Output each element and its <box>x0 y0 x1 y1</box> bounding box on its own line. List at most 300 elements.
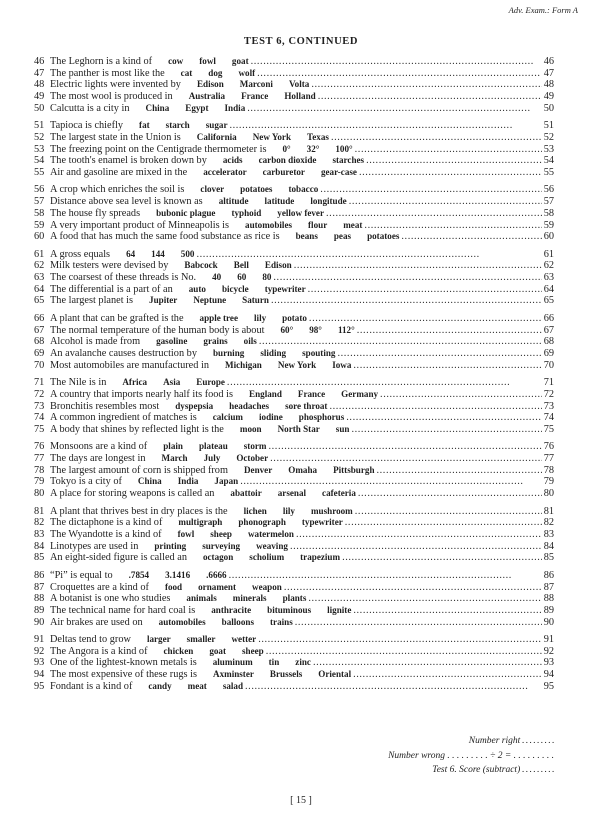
question-item <box>34 541 554 553</box>
question-number: 51 <box>34 120 45 132</box>
answer-option: China <box>137 476 162 487</box>
answer-options <box>138 541 288 553</box>
question-number: 81 <box>34 505 45 517</box>
leader-dots <box>270 453 542 465</box>
answer-option: 60° <box>280 324 294 335</box>
answer-line-number: 72 <box>543 388 554 400</box>
question-item <box>34 120 554 132</box>
answer-options <box>123 120 227 132</box>
answer-line-number: 62 <box>543 260 554 272</box>
answer-options <box>181 79 309 91</box>
answer-line-number: 50 <box>543 102 554 114</box>
answer-option: bituminous <box>267 604 312 615</box>
leader-dots <box>331 132 542 144</box>
question-number: 91 <box>34 634 45 646</box>
answer-option: peas <box>333 231 352 242</box>
question-number: 86 <box>34 569 45 581</box>
question-number: 80 <box>34 488 45 500</box>
question-stem: A place for storing weapons is called an <box>50 488 215 500</box>
answer-option: France <box>297 388 326 399</box>
answer-option: weaving <box>256 540 288 551</box>
question-item <box>34 582 554 594</box>
leader-dots <box>273 272 541 284</box>
question-item <box>34 476 554 488</box>
answer-line-number: 65 <box>543 295 554 307</box>
answer-options <box>140 208 324 220</box>
question-number: 63 <box>34 272 45 284</box>
answer-option: .6666 <box>206 569 227 580</box>
answer-option: Marconi <box>239 79 273 90</box>
answer-option: accelerator <box>203 166 247 177</box>
answer-option: Denver <box>243 464 273 475</box>
answer-line-number: 48 <box>543 79 554 91</box>
leader-dots <box>308 284 542 296</box>
answer-option: lily <box>282 505 295 516</box>
question-item <box>34 646 554 658</box>
question-number: 65 <box>34 295 45 307</box>
answer-option: Jupiter <box>149 295 178 306</box>
leader-dots <box>364 220 541 232</box>
question-stem: A country that imports nearly half its food is <box>50 388 234 400</box>
question-group <box>34 506 554 564</box>
question-stem: One of the lightest-known metals is <box>50 657 197 669</box>
question-stem: A common ingredient of matches is <box>50 412 197 424</box>
question-item <box>34 284 554 296</box>
answer-line-number: 58 <box>543 207 554 219</box>
answer-options <box>173 91 316 103</box>
leader-dots <box>366 155 542 167</box>
answer-option: wolf <box>238 67 256 78</box>
question-number: 60 <box>34 231 45 243</box>
question-number: 72 <box>34 388 45 400</box>
leader-dots <box>380 389 542 401</box>
answer-options <box>165 68 255 80</box>
answer-line-number: 76 <box>543 441 554 453</box>
answer-option: October <box>236 453 269 464</box>
answer-option: Volta <box>288 79 310 90</box>
answer-option: latitude <box>264 196 295 207</box>
answer-line-number: 85 <box>543 552 554 564</box>
question-item <box>34 56 554 68</box>
question-stem: The technical name for hard coal is <box>50 604 196 616</box>
answer-option: Europe <box>196 377 225 388</box>
question-number: 71 <box>34 377 45 389</box>
answer-option: Babcock <box>184 260 218 271</box>
answer-option: 60 <box>237 272 247 283</box>
answer-line-number: 92 <box>543 645 554 657</box>
answer-line-number: 52 <box>543 131 554 143</box>
question-item <box>34 424 554 436</box>
question-stem: The largest state in the Union is <box>50 131 181 143</box>
question-stem: Air brakes are used on <box>50 616 143 628</box>
question-number: 64 <box>34 283 45 295</box>
answer-option: China <box>145 102 170 113</box>
question-item <box>34 348 554 360</box>
answer-option: fat <box>139 120 150 131</box>
answer-option: starch <box>165 120 190 131</box>
answer-line-number: 83 <box>543 529 554 541</box>
answer-option: England <box>249 388 282 399</box>
question-number: 59 <box>34 219 45 231</box>
question-group <box>34 249 554 307</box>
answer-option: moon <box>239 423 262 434</box>
answer-option: clover <box>200 184 225 195</box>
leader-dots <box>313 657 542 669</box>
answer-option: Germany <box>341 388 379 399</box>
answer-option: .7854 <box>128 569 150 580</box>
question-number: 57 <box>34 196 45 208</box>
answer-option: 32° <box>306 143 320 154</box>
answer-line-number: 57 <box>543 196 554 208</box>
answer-option: arsenal <box>277 488 307 499</box>
answer-line-number: 66 <box>543 312 554 324</box>
answer-option: storm <box>243 441 267 452</box>
question-stem: The most wool is produced in <box>50 91 173 103</box>
answer-option: longitude <box>310 196 347 207</box>
answer-option: minerals <box>232 593 267 604</box>
question-item <box>34 389 554 401</box>
question-item <box>34 453 554 465</box>
question-item <box>34 184 554 196</box>
question-stem: “Pi” is equal to <box>50 569 113 581</box>
leader-dots <box>320 184 541 196</box>
answer-option: trains <box>270 616 293 627</box>
answer-line-number: 81 <box>543 505 554 517</box>
leader-dots <box>353 360 541 372</box>
answer-option: sugar <box>205 120 228 131</box>
answer-line-number: 91 <box>543 634 554 646</box>
question-group <box>34 184 554 242</box>
answer-options <box>133 295 269 307</box>
answer-option: spouting <box>302 348 336 358</box>
answer-option: acids <box>222 155 243 166</box>
question-stem: A gross equals <box>50 248 111 260</box>
question-item <box>34 617 554 629</box>
leader-dots <box>227 377 542 389</box>
question-stem: The tooth's enamel is broken down by <box>50 155 207 167</box>
question-item <box>34 325 554 337</box>
question-number: 79 <box>34 476 45 488</box>
answer-option: zinc <box>295 657 311 668</box>
answer-option: sheep <box>242 645 264 656</box>
question-number: 69 <box>34 348 45 359</box>
answer-option: animals <box>186 593 217 604</box>
leader-dots <box>240 476 542 488</box>
question-number: 61 <box>34 248 45 260</box>
question-stem: A very important product of Minneapolis is <box>50 219 230 231</box>
leader-dots <box>346 412 541 424</box>
answer-options <box>147 441 266 453</box>
answer-options <box>187 167 357 179</box>
answer-options <box>266 144 352 156</box>
question-stem: Deltas tend to grow <box>50 634 131 646</box>
answer-line-number: 90 <box>543 616 554 628</box>
question-number: 95 <box>34 680 45 692</box>
answer-option: calcium <box>212 412 244 423</box>
answer-option: cat <box>180 67 193 78</box>
answer-line-number: 74 <box>543 412 554 424</box>
question-stem: Alcohol is made from <box>50 336 141 348</box>
question-item <box>34 441 554 453</box>
answer-option: 100° <box>335 143 353 154</box>
question-item <box>34 570 554 582</box>
answer-line-number: 82 <box>543 517 554 529</box>
answer-option: phosphorus <box>298 412 345 423</box>
question-number: 74 <box>34 412 45 424</box>
question-item <box>34 657 554 669</box>
answer-options <box>146 453 269 465</box>
leader-dots <box>401 231 541 243</box>
answer-option: cafeteria <box>322 488 356 499</box>
question-stem: An eight-sided figure is called an <box>50 552 187 564</box>
answer-option: burning <box>212 348 245 358</box>
question-number: 55 <box>34 166 45 178</box>
answer-option: candy <box>148 680 172 691</box>
answer-options <box>224 424 350 436</box>
answer-option: 500 <box>180 248 195 259</box>
leader-dots <box>353 605 541 617</box>
question-stem: Monsoons are a kind of <box>50 441 148 453</box>
question-stem: The Leghorn is a kind of <box>50 56 153 67</box>
answer-option: headaches <box>229 400 270 411</box>
question-stem: The coarsest of these threads is No. <box>50 272 197 284</box>
question-item <box>34 103 554 115</box>
answer-line-number: 79 <box>543 476 554 488</box>
question-item <box>34 681 554 693</box>
question-number: 53 <box>34 143 45 155</box>
question-stem: The Wyandotte is a kind of <box>50 529 162 541</box>
answer-option: Michigan <box>224 359 262 370</box>
answer-line-number: 55 <box>543 166 554 178</box>
answer-option: oils <box>243 336 257 347</box>
question-item <box>34 144 554 156</box>
question-item <box>34 272 554 284</box>
leader-dots <box>196 249 541 261</box>
answer-option: octagon <box>202 552 234 563</box>
question-item <box>34 313 554 325</box>
answer-option: trapezium <box>300 552 341 563</box>
answer-option: Texas <box>307 131 329 142</box>
question-item <box>34 68 554 80</box>
question-number: 54 <box>34 155 45 167</box>
answer-option: sheep <box>210 529 232 540</box>
answer-options <box>131 634 256 646</box>
question-number: 75 <box>34 423 45 435</box>
answer-options <box>122 476 238 488</box>
question-item <box>34 634 554 646</box>
question-number: 82 <box>34 517 45 529</box>
answer-option: Asia <box>163 377 181 388</box>
answer-option: 80 <box>262 272 272 283</box>
answer-line-number: 71 <box>543 377 554 389</box>
question-number: 62 <box>34 260 45 272</box>
answer-option: automobiles <box>245 219 293 230</box>
question-stem: Most automobiles are manufactured in <box>50 359 209 371</box>
question-item <box>34 517 554 529</box>
leader-dots <box>290 541 542 553</box>
leader-dots <box>271 295 542 307</box>
question-item <box>34 552 554 564</box>
question-item <box>34 167 554 179</box>
leader-dots <box>229 570 542 582</box>
answer-options <box>159 401 327 413</box>
question-group <box>34 56 554 114</box>
answer-option: 112° <box>337 324 355 335</box>
answer-option: lichen <box>243 505 267 516</box>
answer-option: India <box>224 102 246 113</box>
answer-line-number: 86 <box>543 569 554 581</box>
question-stem: Linotypes are used in <box>50 540 139 552</box>
question-item <box>34 360 554 372</box>
answer-line-number: 47 <box>543 67 554 79</box>
answer-option: typewriter <box>301 517 343 528</box>
answer-option: smaller <box>186 634 216 645</box>
answer-option: Bell <box>233 260 249 271</box>
answer-option: typewriter <box>264 283 306 294</box>
question-stem: The differential is a part of an <box>50 283 173 295</box>
question-group <box>34 634 554 692</box>
answer-option: Australia <box>188 91 226 102</box>
answer-option: chicken <box>163 645 194 656</box>
answer-option: gear-case <box>320 166 357 177</box>
answer-option: plateau <box>198 441 228 452</box>
answer-option: lily <box>254 312 267 323</box>
question-number: 90 <box>34 616 45 628</box>
answer-option: fowl <box>177 529 195 540</box>
answer-line-number: 61 <box>543 248 554 260</box>
question-stem: A botanist is one who studies <box>50 593 171 605</box>
leader-dots <box>345 517 542 529</box>
question-number: 70 <box>34 359 45 371</box>
answer-line-number: 54 <box>543 155 554 167</box>
question-number: 76 <box>34 441 45 453</box>
question-number: 68 <box>34 336 45 348</box>
question-stem: Calcutta is a city in <box>50 102 130 114</box>
answer-option: potatoes <box>367 231 400 242</box>
answer-option: Africa <box>122 377 148 388</box>
answer-option: carbon dioxide <box>258 155 317 166</box>
answer-options <box>209 360 351 372</box>
leader-dots <box>229 120 541 132</box>
question-number: 46 <box>34 56 45 67</box>
answer-options <box>110 249 194 261</box>
answer-options <box>181 132 329 144</box>
answer-option: dyspepsia <box>175 400 214 411</box>
answer-options <box>197 657 311 669</box>
question-stem: Croquettes are a kind of <box>50 581 149 593</box>
answer-line-number: 53 <box>543 143 554 155</box>
answer-options <box>113 570 227 582</box>
answer-option: 98° <box>309 324 322 335</box>
answer-line-number: 77 <box>543 453 554 465</box>
question-number: 77 <box>34 453 45 465</box>
leader-dots <box>349 196 542 208</box>
answer-option: salad <box>222 680 244 691</box>
answer-line-number: 56 <box>543 184 554 196</box>
number-right-line <box>388 734 554 749</box>
question-item <box>34 605 554 617</box>
leader-dots <box>326 208 542 220</box>
score-label: Test 6. Score (subtract) <box>432 765 521 775</box>
question-group <box>34 120 554 178</box>
question-number: 83 <box>34 529 45 541</box>
question-stem: The days are longest in <box>50 453 146 465</box>
leader-dots <box>358 488 542 500</box>
answer-option: 64 <box>126 248 136 259</box>
question-number: 58 <box>34 207 45 219</box>
question-stem: Fondant is a kind of <box>50 680 133 692</box>
answer-options <box>168 260 291 272</box>
question-item <box>34 196 554 208</box>
question-number: 52 <box>34 131 45 143</box>
question-number: 49 <box>34 91 45 103</box>
answer-option: Axminster <box>213 669 254 680</box>
question-item <box>34 412 554 424</box>
answer-option: beans <box>295 231 318 242</box>
answer-options <box>228 465 375 477</box>
answer-option: March <box>161 453 188 464</box>
answer-options <box>140 336 257 348</box>
question-number: 85 <box>34 552 45 564</box>
answer-option: New York <box>277 359 317 370</box>
question-stem: The normal temperature of the human body is about <box>50 324 265 336</box>
answer-option: sun <box>335 423 350 434</box>
question-number: 73 <box>34 400 45 412</box>
answer-line-number: 46 <box>543 56 554 67</box>
answer-option: flour <box>308 219 328 230</box>
answer-option: cow <box>168 56 184 66</box>
answer-option: Brussels <box>269 669 303 680</box>
leader-dots <box>355 144 542 156</box>
leader-dots <box>269 441 542 453</box>
question-group <box>34 441 554 499</box>
answer-option: aluminum <box>212 657 253 668</box>
answer-option: weapon <box>252 581 282 592</box>
answer-option: potatoes <box>240 184 273 195</box>
answer-option: sore throat <box>285 400 328 411</box>
page-title: TEST 6, CONTINUED <box>243 36 359 47</box>
question-stem: The panther is most like the <box>50 67 165 79</box>
question-number: 88 <box>34 593 45 605</box>
answer-option: North Star <box>277 423 320 434</box>
answer-line-number: 49 <box>543 91 554 103</box>
question-stem: The dictaphone is a kind of <box>50 517 163 529</box>
answer-option: India <box>177 476 199 487</box>
answer-option: food <box>164 581 183 592</box>
question-number: 87 <box>34 581 45 593</box>
question-item <box>34 295 554 307</box>
answer-option: abattoir <box>230 488 262 499</box>
answer-option: sliding <box>260 348 287 358</box>
answer-line-number: 51 <box>543 120 554 132</box>
answer-option: starches <box>332 155 365 166</box>
question-stem: The largest amount of corn is shipped from <box>50 464 228 476</box>
answer-option: tobacco <box>288 184 319 195</box>
answer-line-number: 70 <box>543 359 554 371</box>
answer-option: plants <box>282 593 307 604</box>
answer-option: carburetor <box>262 166 305 177</box>
question-stem: A body that shines by reflected light is the <box>50 423 224 435</box>
answer-options <box>149 582 282 594</box>
question-item <box>34 529 554 541</box>
answer-option: altitude <box>218 196 249 207</box>
question-number: 93 <box>34 657 45 669</box>
answer-option: Neptune <box>193 295 227 306</box>
question-item <box>34 132 554 144</box>
answer-line-number: 78 <box>543 464 554 476</box>
question-item <box>34 488 554 500</box>
answer-option: 40 <box>212 272 222 283</box>
